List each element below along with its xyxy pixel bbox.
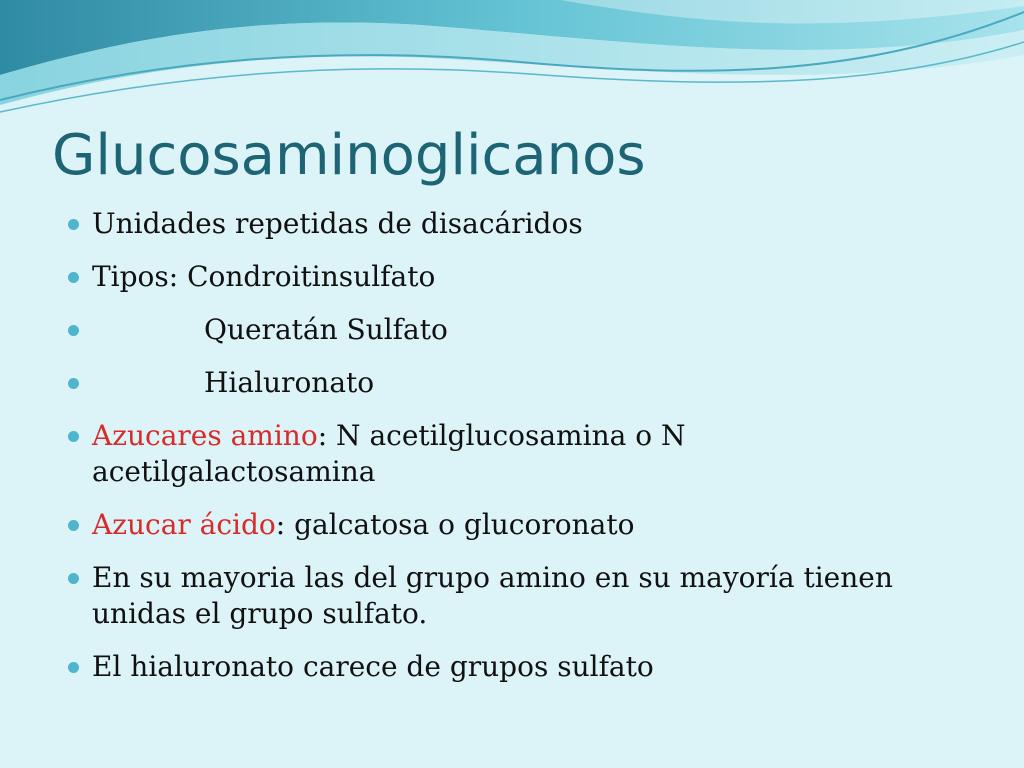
header-wave-decoration [0,0,1024,130]
bullet-text: Queratán Sulfato [204,313,448,346]
bullet-dot-icon [68,219,79,230]
list-item [68,365,968,401]
highlight-term: Azucares amino [92,419,318,452]
bullet-text: El hialuronato carece de grupos sulfato [92,650,654,683]
bullet-dot-icon [68,378,79,389]
bullet-text: En su mayoria las del grupo amino en su mayoría tienen unidas el grupo sulfato. [92,561,893,630]
bullet-dot-icon [68,325,79,336]
bullet-text: : galcatosa o glucoronato [275,508,635,541]
bullet-dot-icon [68,520,79,531]
list-item [68,259,968,295]
list-item [68,206,968,242]
bullet-dot-icon [68,573,79,584]
highlight-term: Azucar ácido [92,508,276,541]
bullet-dot-icon [68,272,79,283]
bullet-list [68,206,968,702]
slide-title: Glucosaminoglicanos [52,123,646,188]
bullet-dot-icon [68,431,79,442]
bullet-dot-icon [68,662,79,673]
list-item [68,312,968,348]
bullet-text: Tipos: Condroitinsulfato [92,260,436,293]
list-item [68,649,968,685]
list-item [68,560,968,632]
list-item [68,507,968,543]
list-item [68,418,968,490]
bullet-text: Unidades repetidas de disacáridos [92,207,583,240]
bullet-text: : N acetilglucosamina o N acetilgalactosamina [92,419,686,488]
bullet-text: Hialuronato [204,366,375,399]
